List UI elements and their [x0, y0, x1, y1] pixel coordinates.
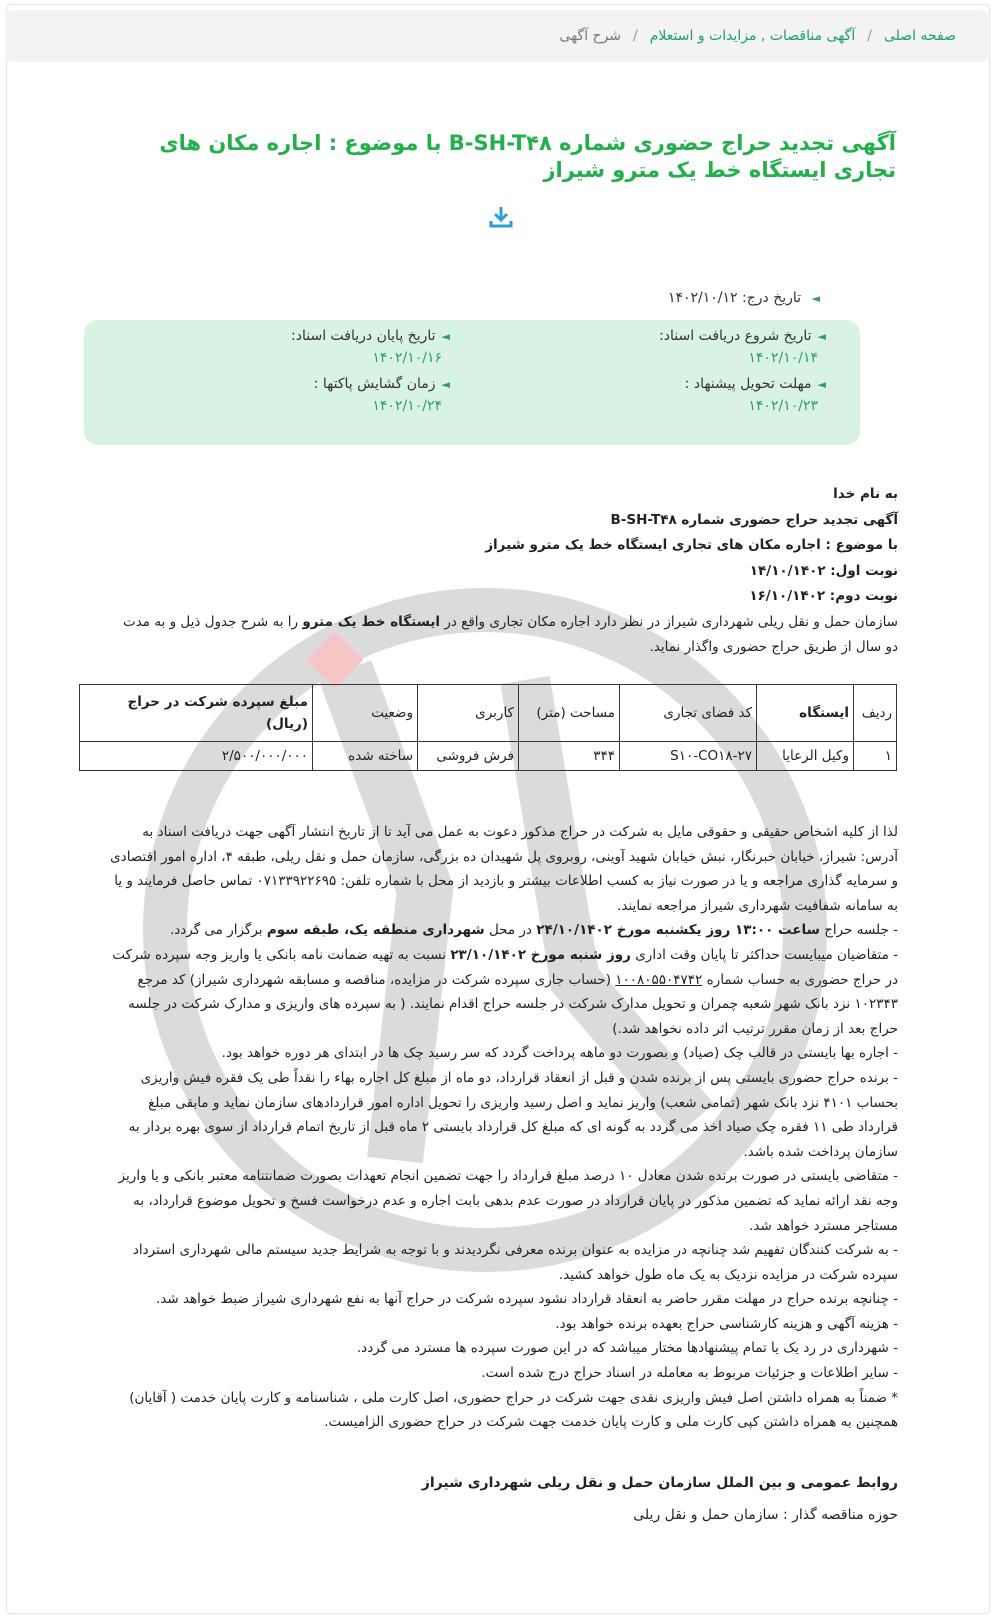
table-cell: ۲/۵۰۰/۰۰۰/۰۰۰ [80, 742, 313, 771]
terms-paragraph: - متقاضیان میبایست حداکثر تا پایان وقت اداری روز شنبه مورخ ۲۳/۱۰/۱۴۰۲ نسبت به تهیه ضمانت نامه بانکی یا واریز وجه سپرده شرکت در حراج حضوری به حساب شماره ۱۰۰۸۰۵۵۰۴۷۴۲ (حساب جاری سپرده شرکت در مزایده، مناقصه و مسابقه شهرداری شیراز) کد مرجع ۱۰۲۳۴۳ نزد بانک شهر شعبه چمران و تحویل مدارک شرکت در جلسه حراج اقدام نمایند. ( به سپرده های واریزی و مدارک شرکت در جلسه حراج بعد از زمان مقرر ترتیب اثر داده نخواهد شد.) [112, 946, 898, 1037]
properties-table [79, 684, 897, 771]
arrow-left-icon: ◄ [811, 292, 820, 305]
terms-paragraph: لذا از کلیه اشخاص حقیقی و حقوقی مایل به شرکت در حراج مذکور دعوت به عمل می آید تا از تاریخ انتشار آگهی جهت دریافت اسناد به آدرس: شیراز، خیابان خبرنگار، نبش خیابان شهید آوینی، روبروی پل شهیدان ده بزرگی، سازمان حمل و نقل ریلی، طبقه ۴، اداره امور اقتصادی و سرمایه گذاری مراجعه و یا در صورت نیاز به کسب اطلاعات بیشتر و بازدید از محل با شماره تلفن: ۰۷۱۳۳۹۲۲۶۹۵ تماس حاصل فرمایند و یا به سامانه شفافیت شهرداری شیراز مراجعه نمایند. [110, 824, 898, 914]
table-header-row [80, 685, 897, 742]
opening-date-label: زمان گشایش پاکتها : [313, 376, 436, 392]
start-date-label: تاریخ شروع دریافت اسناد: [659, 328, 812, 344]
opening-date-value: ۱۴۰۲/۱۰/۲۴ [372, 398, 442, 414]
page-title: آگهی تجدید حراج حضوری شماره B-SH-T۴۸ با موضوع : اجاره مکان های تجاری ایستگاه خط یک مترو شیراز [159, 131, 896, 182]
table-header-cell: مساحت (متر) [519, 685, 620, 742]
arrow-left-icon: ◄ [441, 378, 450, 391]
arrow-left-icon: ◄ [817, 330, 826, 343]
table-header-cell: ایستگاه [757, 685, 854, 742]
ad-subject: با موضوع : اجاره مکان های تجاری ایستگاه خط یک مترو شیراز [485, 537, 898, 553]
table-header-cell: مبلغ سپرده شرکت در حراج (ریال) [80, 685, 313, 742]
breadcrumb-current: شرح آگهی [559, 28, 622, 44]
terms-section [108, 820, 898, 1435]
terms-paragraph: * ضمناً به همراه داشتن اصل فیش واریزی نقدی جهت شرکت در حراج حضوری، اصل کارت ملی ، شناسنامه و کارت پایان خدمت ( آقایان) همچنین به همراه داشتن کپی کارت ملی و کارت پایان خدمت جهت شرکت در حراج حضوری الزامیست. [129, 1389, 898, 1431]
table-cell: وکیل الرعایا [757, 742, 854, 771]
table-cell: فرش فروشی [418, 742, 519, 771]
first-round: نوبت اول: ۱۴/۱۰/۱۴۰۲ [749, 562, 898, 579]
opening-date [314, 376, 450, 414]
end-date-value: ۱۴۰۲/۱۰/۱۶ [372, 350, 442, 366]
start-date-value: ۱۴۰۲/۱۰/۱۴ [748, 350, 818, 366]
table-cell: ۱ [854, 742, 897, 771]
breadcrumb-separator: / [867, 28, 872, 44]
basmala: به نام خدا [833, 486, 898, 502]
intro-paragraph: سازمان حمل و نقل ریلی شهرداری شیراز در نظر دارد اجاره مکان تجاری واقع در ایستگاه خط یک مترو را به شرح جدول ذیل و به مدت دو سال از طریق حراج حضوری واگذار نماید. [123, 613, 898, 655]
breadcrumb [6, 10, 988, 62]
terms-paragraph: - به شرکت کنندگان تفهیم شد چنانچه در مزایده به عنوان برنده معرفی نگردیدند و با توجه به شرایط جدید سیستم مالی شهرداری استرداد سپرده شرکت در مزایده نزدیک به یک ماه طول خواهد کشید. [132, 1242, 898, 1283]
start-date [659, 328, 826, 366]
table-header-cell: وضعیت [313, 685, 418, 742]
breadcrumb-home-link[interactable]: صفحه اصلی [883, 28, 956, 44]
arrow-left-icon: ◄ [817, 378, 826, 391]
terms-paragraph: - اجاره بها بایستی در قالب چک (صیاد) و بصورت دو ماهه پرداخت گردد که سر رسید چک ها در ابتدای هر دوره خواهد بود. [221, 1045, 898, 1062]
table-cell: ساخته شده [313, 742, 418, 771]
issue-date-label: تاریخ درج: [742, 290, 802, 306]
deadline-date [685, 376, 826, 414]
end-date-label: تاریخ پایان دریافت اسناد: [291, 328, 436, 344]
dates-box [84, 320, 860, 445]
end-date [291, 328, 450, 366]
breadcrumb-separator: / [633, 28, 638, 44]
issue-date [668, 290, 820, 306]
table-header-cell: کد فضای تجاری [620, 685, 757, 742]
table-header-cell: ردیف [854, 685, 897, 742]
table-header-cell: کاربری [418, 685, 519, 742]
arrow-left-icon: ◄ [441, 330, 450, 343]
terms-paragraph: - شهرداری در رد یک یا تمام پیشنهادها مختار میباشد که در این صورت سپرده ها مسترد می گردد. [356, 1340, 898, 1357]
footer [108, 1475, 898, 1523]
terms-paragraph: - چنانچه برنده حراج در مهلت مقرر حاضر به انعقاد قرارداد نشود سپرده شرکت در حراج آنها به نفع شهرداری شیراز ضبط خواهد شد. [155, 1291, 898, 1308]
issue-date-value: ۱۴۰۲/۱۰/۱۲ [667, 290, 738, 306]
deadline-date-label: مهلت تحویل پیشنهاد : [684, 376, 812, 392]
ad-number: آگهی تجدید حراج حضوری شماره B-SH-T۴۸ [610, 511, 898, 528]
terms-paragraph: - جلسه حراج ساعت ۱۳:۰۰ روز یکشنبه مورخ ۲۴/۱۰/۱۴۰۲ در محل شهرداری منطقه یک، طبقه سوم برگزار می گردد. [169, 922, 898, 939]
table-row [80, 742, 897, 771]
breadcrumb-section-link[interactable]: آگهی مناقصات , مزایدات و استعلام [649, 28, 856, 44]
terms-paragraph: - هزینه آگهی و هزینه کارشناسی حراج بعهده برنده خواهد بود. [555, 1315, 898, 1332]
terms-paragraph: - سایر اطلاعات و جزئیات مربوط به معامله در اسناد حراج درج شده است. [481, 1365, 898, 1382]
table-cell: S۱۰-CO۱۸-۲۷ [620, 742, 757, 771]
second-round: نوبت دوم: ۱۶/۱۰/۱۴۰۲ [749, 588, 898, 604]
terms-paragraph: - برنده حراج حضوری بایستی پس از برنده شدن و قبل از انعقاد قرارداد، دو ماه از مبلغ کل اجاره بهاء را نقداً طی یک فقره فیش واریزی بحساب ۴۱۰۱ نزد بانک شهر (تمامی شعب) واریز نماید و اصل رسید واریزی را تحویل اداره امور قراردادهای سازمان نماید و مابقی مبلغ قرارداد طی ۱۱ فقره چک صیاد اخذ می گردد به گونه ای که مبلغ کل قرارداد بایستی ۲ ماه قبل از تاریخ اتمام قرارداد از سوی بهره بردار به سازمان پرداخت شده باشد. [128, 1069, 898, 1160]
footer-area: حوزه مناقصه گذار : سازمان حمل و نقل ریلی [633, 1507, 898, 1523]
account-number: ۱۰۰۸۰۵۵۰۴۷۴۲ [615, 971, 703, 988]
table-cell: ۳۴۴ [519, 742, 620, 771]
footer-org: روابط عمومی و بین الملل سازمان حمل و نقل ریلی شهرداری شیراز [421, 1475, 898, 1491]
announcement-body [108, 482, 898, 661]
terms-paragraph: - متقاضی بایستی در صورت برنده شدن معادل ۱۰ درصد مبلغ قرارداد را جهت تضمین انجام تعهدات بصورت ضمانتنامه معتبر بانکی و یا واریز وجه نقد ارائه نماید که تضمین مذکور در پایان قرارداد در صورت عدم بدهی بابت اجاره و عدم درخواست فسخ و تحویل موضوع قرارداد، به مستاجر مسترد خواهد شد. [118, 1168, 898, 1234]
download-icon[interactable] [488, 204, 514, 230]
deadline-date-value: ۱۴۰۲/۱۰/۲۳ [748, 398, 818, 414]
